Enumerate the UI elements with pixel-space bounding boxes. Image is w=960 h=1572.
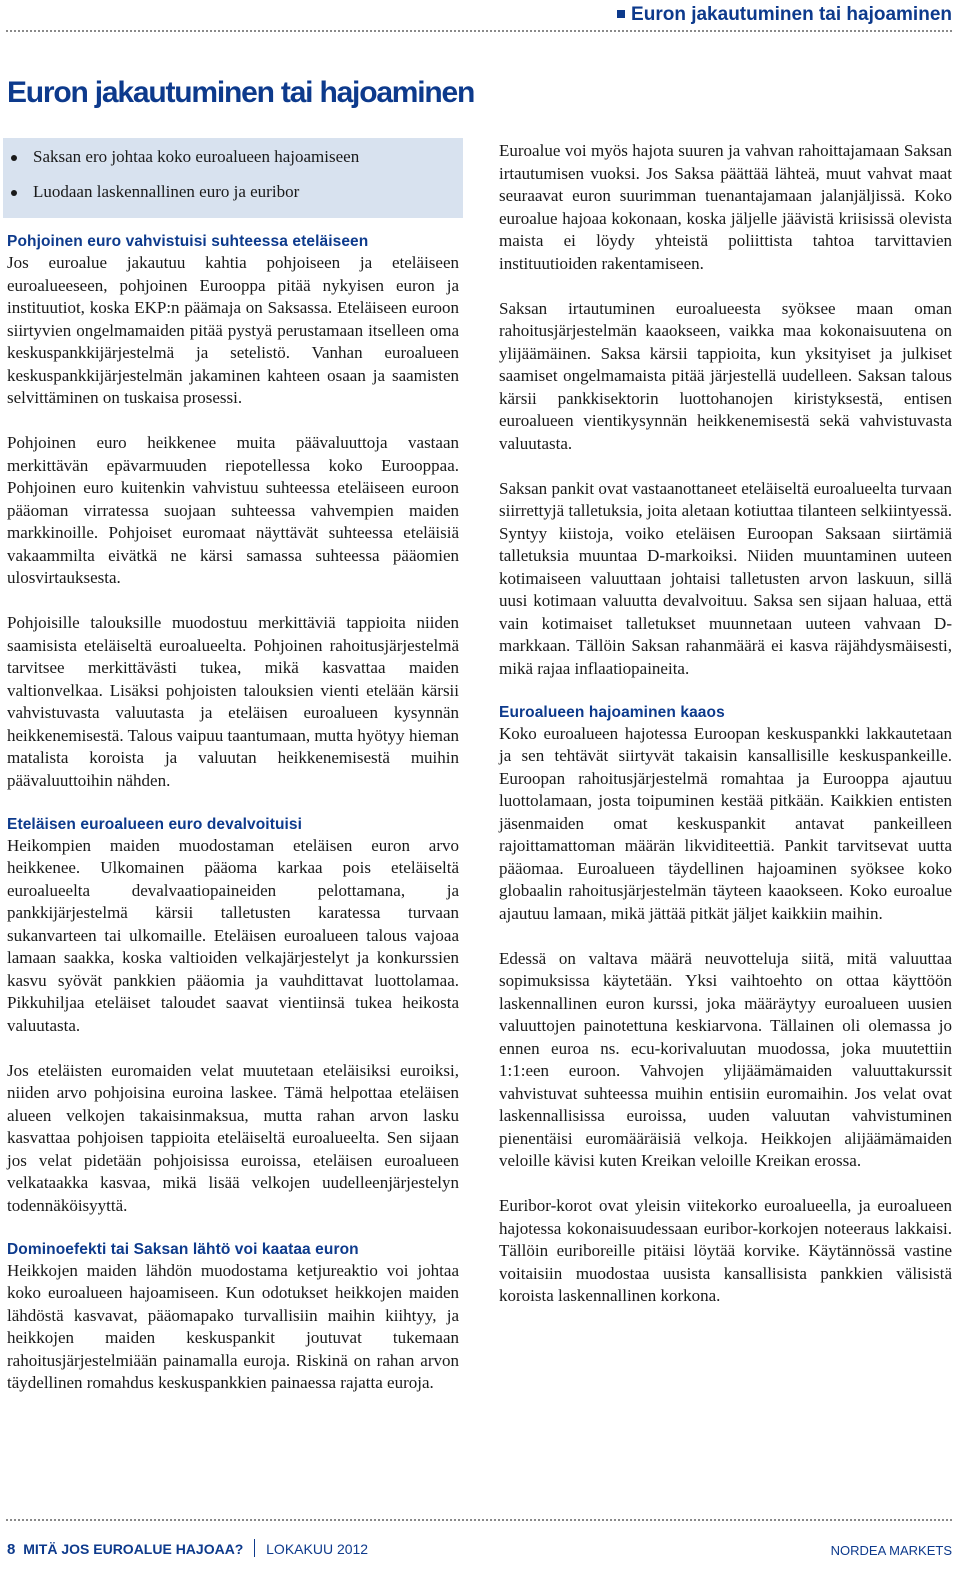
- summary-text: Luodaan laskennallinen euro ja euribor: [33, 182, 300, 201]
- summary-text: Saksan ero johtaa koko euroalueen hajoamiseen: [33, 147, 360, 166]
- paragraph: Koko euroalueen hajotessa Euroopan keskuspankki lakkautetaan ja sen tehtävät siirtyvät takaisin kansallisille keskuspankeille. Euroopan rahoitusjärjestelmä romahtaa ja Eurooppa ajautuu luottolamaan, josta toipuminen kestää pitkään. Kaikkien entisten jäsenmaiden omat keskuspankit antavat pankeilleen rajoittamattoman määrän likviditeettiä. Pankit tarvitsevat uutta pääomaa. Euroalueen täydellinen hajoaminen syöksee koko globaalin rahoitusjärjestelmän täyteen kaaokseen. Koko euroalue ajautuu lamaan, mikä jättää pitkät jäljet kaikkiin maihin.: [499, 723, 952, 923]
- paragraph: Saksan irtautuminen euroalueesta syöksee maan oman rahoitusjärjestelmän kaaokseen, vaikka maa kokonaisuutena on ylijäämäinen. Saksa kärsii tappioita, kun yksityiset ja julkiset saamiset ongelmamaista pitää järjestellä uudelleen. Saksan talous kärsii pankkisektorin luottohanojen kiristyksestä, entisen euroalueen vientikysynnän heikkenemisestä sekä vahvistuvasta valuutasta.: [499, 298, 952, 453]
- publication-date: LOKAKUU 2012: [266, 1541, 369, 1557]
- section-heading: Pohjoinen euro vahvistuisi suhteessa eteläiseen: [7, 233, 369, 250]
- paragraph: Jos euroalue jakautuu kahtia pohjoiseen ja eteläiseen euroalueeseen, pohjoinen Eurooppa pitää nykyisen euron ja instituutiot, koska EKP:n päämaja on Saksassa. Eteläiseen euroon siirtyvien ongelmamaiden pitää pystyä perustamaan itselleen oma keskuspankkijärjestelmä ja setelistö. Vanhan euroalueen keskuspankkijärjestelmän jakaminen kahteen osaan ja saamisten selvittäminen on tuskaisa prosessi.: [7, 253, 459, 407]
- paragraph: Pohjoinen euro heikkenee muita päävaluuttoja vastaan merkittävän epävarmuuden riepotellessa koko Eurooppaa. Pohjoinen euro kuitenkin vahvistuu suhteessa eteläiseen euroon pääoman virratessa suojaan suhteessa vahvempien maiden markkinoille. Pohjoiset euromaat näyttävät suhteessa eteläisiä vakaammilta eivätkä ne kärsi samassa suhteessa pääomien ulosvirtauksesta.: [7, 433, 459, 587]
- paragraph: Jos eteläisten euromaiden velat muutetaan eteläisiksi euroiksi, niiden arvo pohjoisina euroina laskee. Tämä helpottaa eteläisen alueen velkojen takaisinmaksua, mutta rahan arvon lasku kasvattaa pohjoisen tappioita eteläiseltä euroalueelta. Sen sijaan jos velat pidetään pohjoisissa euroissa, eteläisen euroalueen velkataakka kasvaa, mikä lisää velkojen uudelleenjärjestelyn todennäköisyyttä.: [7, 1060, 459, 1215]
- footer-separator: [254, 1539, 255, 1557]
- running-header: [617, 4, 952, 26]
- paragraph: Euribor-korot ovat yleisin viitekorko euroalueella, ja euroalueen hajotessa kokonaisuudessaan euribor-korkojen noteeraus lakkaisi. Tällöin euriboreille pitäisi löytää korvike. Käytännössä vastine voitaisiin muodostaa uusista kansallisista pankkien välisistä koroista laskennallinen korkona.: [499, 1196, 952, 1305]
- right-column: [499, 140, 952, 1330]
- paragraph: Heikkojen maiden lähdön muodostama ketjureaktio voi johtaa koko euroalueen hajoamiseen. Kun odotukset heikkojen maiden lähdöstä kasvavat, pääomapako turvallisiin maihin kiihtyy, ja heikkojen maiden keskuspankit joutuvat tukemaan rahoitusjärjestelmiään painamalla euroja. Riskinä on rahan arvon täydellinen romahdus keskuspankkien painaessa rajatta euroja.: [7, 1260, 459, 1392]
- running-header-text: Euron jakautuminen tai hajoaminen: [631, 4, 952, 25]
- summary-list: [9, 142, 457, 212]
- footer-divider: [6, 1519, 952, 1521]
- header-divider: [6, 30, 952, 32]
- page-footer: [7, 1541, 952, 1565]
- section-heading: Eteläisen euroalueen euro devalvoituisi: [7, 815, 303, 833]
- paragraph: Pohjoisille talouksille muodostuu merkittäviä tappioita niiden saamisista eteläiseltä euroalueelta. Pohjoinen rahoitusjärjestelmä tarvitsee merkittävästi tukea, mikä kasvattaa maiden valtionvelkaa. Lisäksi pohjoisten talouksien vienti etelään kärsii vahvistuvasta valuutasta ja eteläisen euroalueen kysynnän heikkenemisestä. Talous vaipuu taantumaan, mutta hyötyy hieman matalista koroista ja valuutan heikkenemisestä muihin päävaluuttoihin nähden.: [7, 613, 459, 790]
- page-title: Euron jakautuminen tai hajoaminen: [7, 76, 475, 109]
- section-heading: Euroalueen hajoaminen kaaos: [499, 703, 725, 721]
- square-bullet-icon: [617, 10, 625, 18]
- section-heading: Dominoefekti tai Saksan lähtö voi kaataa euron: [7, 1240, 359, 1258]
- brand-name: NORDEA MARKETS: [830, 1543, 952, 1558]
- page-header: [0, 0, 960, 32]
- paragraph: Saksan pankit ovat vastaanottaneet eteläiseltä euroalueelta turvaan siirrettyjä talletuksia, joita aletaan kotiuttaa tilanteen selkiintyessä. Syntyy kiistoja, voiko eteläisen Euroopan Saksaan siirtämiä talletuksia muuntaa D-markoiksi. Niiden muuntaminen uuteen kotimaiseen valuuttaan johtaisi talletusten arvon laskuun, sillä uusi kotimaan valuutta devalvoituu. Saksa sen sijaan haluaa, että vain kotimaiset talletukset muunnetaan uuteen vahvaan D-markkaan. Tällöin Saksan rahanmäärä ei kasva räjähdysmäisesti, mikä rajaa inflaatiopaineita.: [499, 478, 952, 678]
- bullet-icon: [11, 155, 17, 161]
- bullet-icon: [11, 190, 17, 196]
- publication-title: MITÄ JOS EUROALUE HAJOAA?: [23, 1541, 244, 1557]
- paragraph: Heikompien maiden muodostaman eteläisen euron arvo heikkenee. Ulkomainen pääoma karkaa pois eteläiseltä euroalueelta devalvaatiopaineiden pelottamana, ja pankkijärjestelmä kärsii talletusten karatessa turvaan sukanvarteen tai ulkomaille. Eteläisen euroalueen talous vajoaa lamaan saakka, koska valtioiden velkajärjestelyt ja konkurssien kasvu syövät pankkien pääomia ja vauhdittavat luottolamaa. Pikkuhiljaa eteläiset taloudet saavat vientiinsä tukea heikosta valuutasta.: [7, 835, 459, 1035]
- page-number: 8: [7, 1541, 16, 1558]
- left-column: [7, 138, 459, 1417]
- summary-item: [9, 142, 457, 177]
- paragraph: Euroalue voi myös hajota suuren ja vahvan rahoittajamaan Saksan irtautumisen vuoksi. Jos Saksa päättää lähteä, muut vahvat maat seuraavat euron suurimman tuenantajamaan jalanjäljissä. Koko euroalue hajoaa kokonaan, koska jäljelle jäävistä kriisissä olevista maista ei löydy yhteistä poliittista tahtoa tarvittavien instituutioiden rakentamiseen.: [499, 141, 952, 273]
- paragraph: Edessä on valtava määrä neuvotteluja siitä, mitä valuuttaa sopimuksissa käytetään. Yksi vaihtoehto on ottaa käyttöön laskennallinen euron kurssi, joka määräytyy euroalueen uusien valuuttojen painotettuna keskiarvona. Tällainen oli olemassa jo ennen euroa ns. ecu-korivaluutan muodossa, joka muutettiin 1:1:een euroon. Vahvojen ylijäämämaiden valuuttakurssit vahvistuvat suhteessa muihin entisiin euromaihin. Jos velat ovat laskennallisissa euroissa, uuden valuutan vahvistuminen pienentäisi euromääräisiä velkoja. Heikkojen alijäämämaiden veloille kävisi kuten Kreikan veloille Kreikan erossa.: [499, 948, 952, 1170]
- summary-item: [9, 177, 457, 212]
- summary-box: [3, 138, 463, 218]
